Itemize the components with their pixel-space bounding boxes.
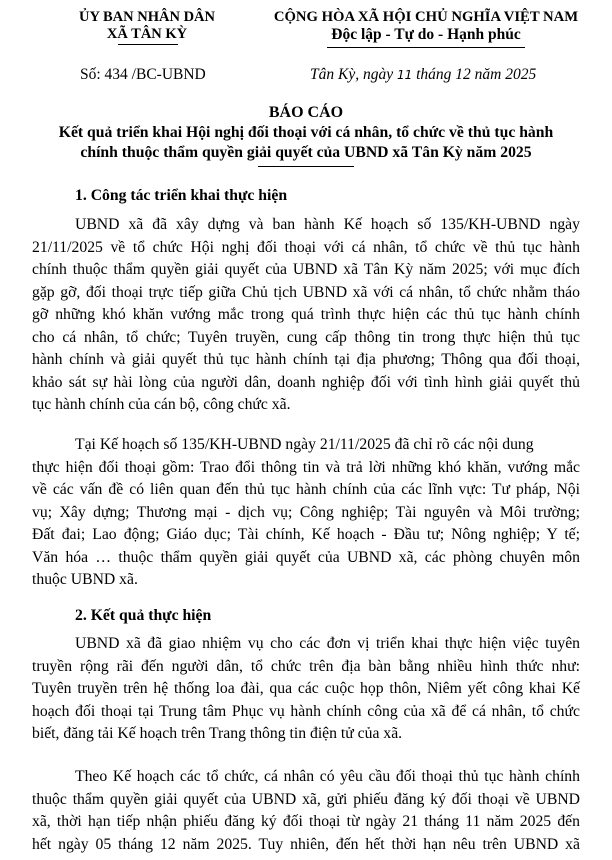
paragraph-line: Theo Kế hoạch các tổ chức, cá nhân có yêu cầu đối thoại thủ tục hành chính xyxy=(75,768,580,785)
paragraph-line: biết, đăng tải Kế hoạch trên Trang thông tin điện tử của xã. xyxy=(32,725,403,742)
paragraph-line: thực hiện đối thoại gồm: Trao đổi thông tin và trả lời những khó khăn, vướng mắc xyxy=(32,458,580,476)
paragraph-line: vụ; Xây dựng; Thương mại - dịch vụ; Công nghiệp; Tài nguyên và Môi trường; xyxy=(32,503,580,521)
paragraph-line: tục hành chính của cán bộ, công chức xã. xyxy=(32,396,291,413)
section-1-paragraph-1 xyxy=(32,214,580,417)
paragraph-line: Tuyên truyền trên hệ thống loa đài, qua các cuộc họp thôn, Niêm yết công khai Kế xyxy=(32,680,580,697)
report-subtitle-line2: chính thuộc thẩm quyền giải quyết của UBND xã Tân Kỳ năm 2025 xyxy=(80,144,532,161)
title-underline xyxy=(258,166,354,167)
document-date xyxy=(310,66,536,84)
paragraph-line: UBND xã đã xây dựng và ban hành Kế hoạch số 135/KH-UBND ngày xyxy=(75,216,580,233)
paragraph-line: thuộc thẩm quyền giải quyết của UBND xã, gửi phiếu đăng ký đối thoại về UBND xyxy=(32,790,580,808)
section-2-paragraph-2 xyxy=(32,766,580,856)
date-suffix: tháng 12 năm 2025 xyxy=(416,66,537,83)
report-title: BÁO CÁO xyxy=(268,104,344,121)
paragraph-line: hành chính và giải quyết thủ tục hành chính tại địa phương; Thông qua đối thoại, xyxy=(32,351,580,368)
paragraph-line: truyền rộng rãi đến người dân, tổ chức trên địa bàn bằng nhiều hình thức như: xyxy=(32,657,580,675)
paragraph-line: thuộc UBND xã. xyxy=(32,571,138,588)
agency-name-line1: ỦY BAN NHÂN DÂN xyxy=(78,9,215,25)
paragraph-line: Văn hóa … thuộc thẩm quyền giải quyết của UBND xã, các phòng chuyên môn xyxy=(32,548,580,566)
section-1-paragraph-2 xyxy=(32,434,580,592)
paragraph-line: hoạch đối thoại tại Trung tâm Phục vụ hành chính công của xã để cá nhân, tổ chức xyxy=(32,702,580,720)
paragraph-line: Đất đai; Lao động; Giáo dục; Tài chính, Kế hoạch - Đầu tư; Nông nghiệp; Y tế; xyxy=(32,526,580,543)
date-day: 11 xyxy=(396,68,413,82)
section-2-paragraph-1 xyxy=(32,633,580,746)
paragraph-line: hết ngày 05 tháng 12 năm 2025. Tuy nhiên, đến hết thời hạn nêu trên UBND xã xyxy=(32,835,580,853)
report-subtitle-line1: Kết quả triển khai Hội nghị đối thoại với cá nhân, tổ chức về thủ tục hành xyxy=(58,124,554,141)
paragraph-line: xã, thời hạn tiếp nhận phiếu đăng ký đối thoại từ ngày 21 tháng 11 năm 2025 đến xyxy=(32,813,580,830)
paragraph-line: khảo sát sự hài lòng của người dân, doanh nghiệp đối với tình hình giải quyết thủ xyxy=(32,373,580,391)
paragraph-line: 21/11/2025 về tổ chức Hội nghị đối thoại với cá nhân, tổ chức về thủ tục hành xyxy=(32,238,580,256)
paragraph-line: gỡ những khó khăn vướng mắc trong quá trình thực hiện các thủ tục hành chính xyxy=(32,306,580,323)
section-1-heading: 1. Công tác triển khai thực hiện xyxy=(75,187,288,204)
country-name: CỘNG HÒA XÃ HỘI CHỦ NGHĨA VIỆT NAM xyxy=(273,9,579,25)
document-number: Số: 434 /BC-UBND xyxy=(80,66,206,83)
agency-underline xyxy=(118,44,178,45)
country-motto: Độc lập - Tự do - Hạnh phúc xyxy=(331,26,521,43)
date-prefix: Tân Kỳ, ngày xyxy=(310,66,394,83)
paragraph-line: chính thuộc thẩm quyền giải quyết của UBND xã Tân Kỳ năm 2025; với mục đích xyxy=(32,261,580,278)
motto-underline xyxy=(327,47,525,48)
paragraph-line: về các vấn đề có liên quan đến thủ tục hành chính của các lĩnh vực: Tư pháp, Nội xyxy=(32,481,580,498)
paragraph-line: UBND xã đã giao nhiệm vụ cho các đơn vị triển khai thực hiện việc tuyên xyxy=(75,635,580,652)
paragraph-line: cho cá nhân, tổ chức; Tuyên truyền, cung cấp thông tin trong thực hiện thủ tục xyxy=(32,328,580,346)
paragraph-line: Tại Kế hoạch số 135/KH-UBND ngày 21/11/2025 đã chỉ rõ các nội dung xyxy=(75,436,534,453)
section-2-heading: 2. Kết quả thực hiện xyxy=(75,607,212,624)
paragraph-line: gặp gỡ, đối thoại trực tiếp giữa Chủ tịch UBND xã với cá nhân, tổ chức nhằm tháo xyxy=(32,283,580,301)
agency-name-line2: XÃ TÂN KỲ xyxy=(106,26,188,42)
